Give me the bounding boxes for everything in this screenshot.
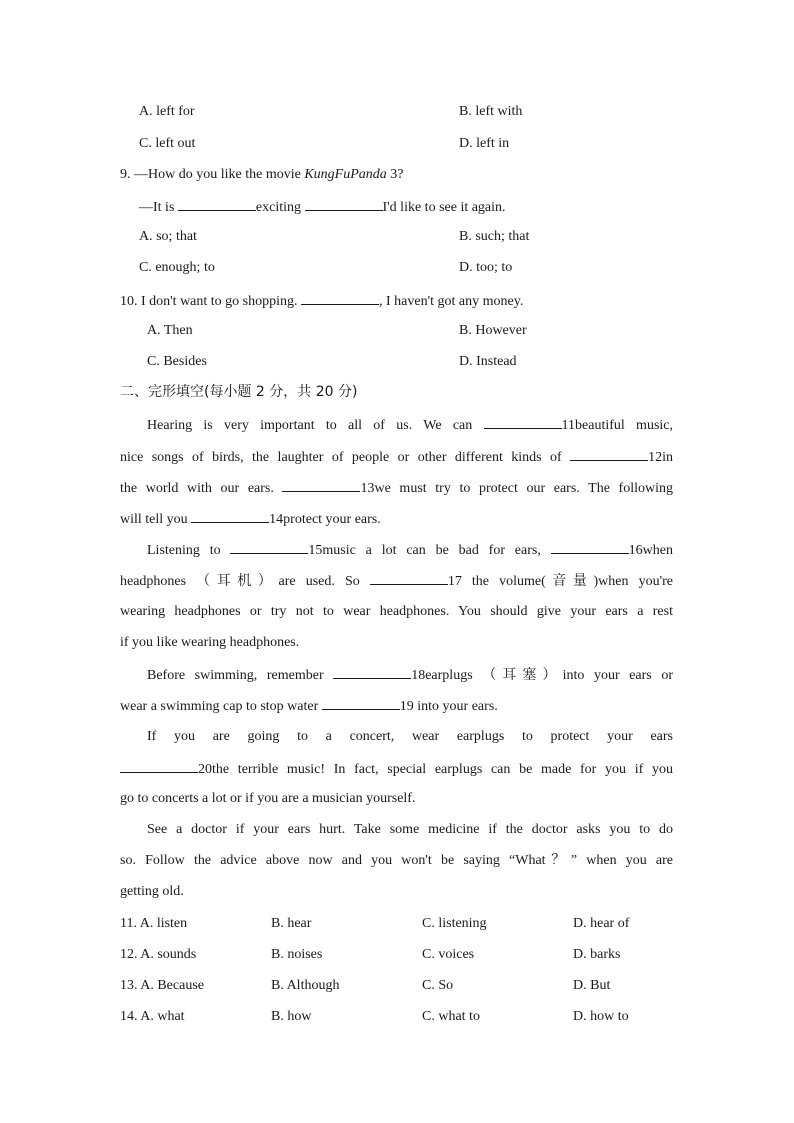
answer-blank bbox=[178, 197, 256, 211]
q9-stem: 9. —How do you like the movie KungFuPanda 3? bbox=[120, 167, 404, 182]
passage-line: If you are going to a concert, wear earplugs to protect your ears bbox=[147, 729, 673, 744]
passage-line: See a doctor if your ears hurt. Take some medicine if the doctor asks you to do bbox=[147, 822, 673, 837]
answer-blank bbox=[305, 197, 383, 211]
q10-stem: 10. I don't want to go shopping. , I haven't got any money. bbox=[120, 291, 523, 311]
q9-option-b: B. such; that bbox=[459, 229, 530, 244]
answer-blank bbox=[120, 759, 198, 773]
option-11-c: C. listening bbox=[422, 916, 487, 931]
option-13-c: C. So bbox=[422, 978, 454, 993]
answer-blank bbox=[370, 571, 448, 585]
option-14-a: 14. A. what bbox=[120, 1009, 185, 1024]
answer-blank bbox=[301, 291, 379, 305]
answer-blank bbox=[322, 696, 400, 710]
answer-blank bbox=[230, 540, 308, 554]
option-14-b: B. how bbox=[271, 1009, 312, 1024]
option-13-b: B. Although bbox=[271, 978, 340, 993]
q9-option-c: C. enough; to bbox=[139, 260, 215, 275]
q9-option-a: A. so; that bbox=[139, 229, 197, 244]
q8-option-a: A. left for bbox=[139, 104, 195, 119]
answer-blank bbox=[570, 447, 648, 461]
passage-line: Hearing is very important to all of us. We can 11beautiful music, bbox=[147, 415, 673, 435]
passage-line: so. Follow the advice above now and you won't be saying “What？” when you are bbox=[120, 853, 673, 868]
passage-line: will tell you 14protect your ears. bbox=[120, 509, 381, 529]
option-13-a: 13. A. Because bbox=[120, 978, 204, 993]
passage-line: 20the terrible music! In fact, special earplugs can be made for you if you bbox=[120, 759, 673, 779]
option-11-d: D. hear of bbox=[573, 916, 630, 931]
option-11-a: 11. A. listen bbox=[120, 916, 188, 931]
option-12-d: D. barks bbox=[573, 947, 621, 962]
movie-title: KungFuPanda bbox=[304, 167, 387, 182]
answer-blank bbox=[551, 540, 629, 554]
q10-option-c: C. Besides bbox=[147, 354, 207, 369]
option-13-d: D. But bbox=[573, 978, 611, 993]
passage-line: go to concerts a lot or if you are a musician yourself. bbox=[120, 791, 416, 806]
answer-blank bbox=[484, 415, 562, 429]
passage-line: if you like wearing headphones. bbox=[120, 635, 300, 650]
passage-line: Before swimming, remember 18earplugs （耳塞）into your ears or bbox=[147, 665, 673, 685]
q9-option-d: D. too; to bbox=[459, 260, 513, 275]
option-14-d: D. how to bbox=[573, 1009, 629, 1024]
passage-line: getting old. bbox=[120, 884, 184, 899]
option-12-b: B. noises bbox=[271, 947, 323, 962]
answer-blank bbox=[333, 665, 411, 679]
passage-line: the world with our ears. 13we must try to protect our ears. The following bbox=[120, 478, 673, 498]
passage-line: Listening to 15music a lot can be bad for ears, 16when bbox=[147, 540, 673, 560]
answer-blank bbox=[282, 478, 360, 492]
passage-line: headphones （耳机）are used. So 17 the volume(音量)when you're bbox=[120, 571, 673, 591]
section-heading: 二、完形填空(每小题 2 分，共 20 分) bbox=[120, 384, 358, 400]
option-11-b: B. hear bbox=[271, 916, 312, 931]
q10-option-b: B. However bbox=[459, 323, 527, 338]
q10-option-a: A. Then bbox=[147, 323, 193, 338]
option-12-c: C. voices bbox=[422, 947, 475, 962]
q8-option-d: D. left in bbox=[459, 136, 510, 151]
option-14-c: C. what to bbox=[422, 1009, 480, 1024]
option-12-a: 12. A. sounds bbox=[120, 947, 197, 962]
passage-line: nice songs of birds, the laughter of people or other different kinds of 12in bbox=[120, 447, 673, 467]
answer-blank bbox=[191, 509, 269, 523]
q8-option-b: B. left with bbox=[459, 104, 523, 119]
q8-option-c: C. left out bbox=[139, 136, 196, 151]
q9-reply: —It is exciting I'd like to see it again. bbox=[139, 197, 506, 217]
passage-line: wearing headphones or try not to wear headphones. You should give your ears a rest bbox=[120, 604, 673, 619]
q10-option-d: D. Instead bbox=[459, 354, 517, 369]
passage-line: wear a swimming cap to stop water 19 into your ears. bbox=[120, 696, 498, 716]
